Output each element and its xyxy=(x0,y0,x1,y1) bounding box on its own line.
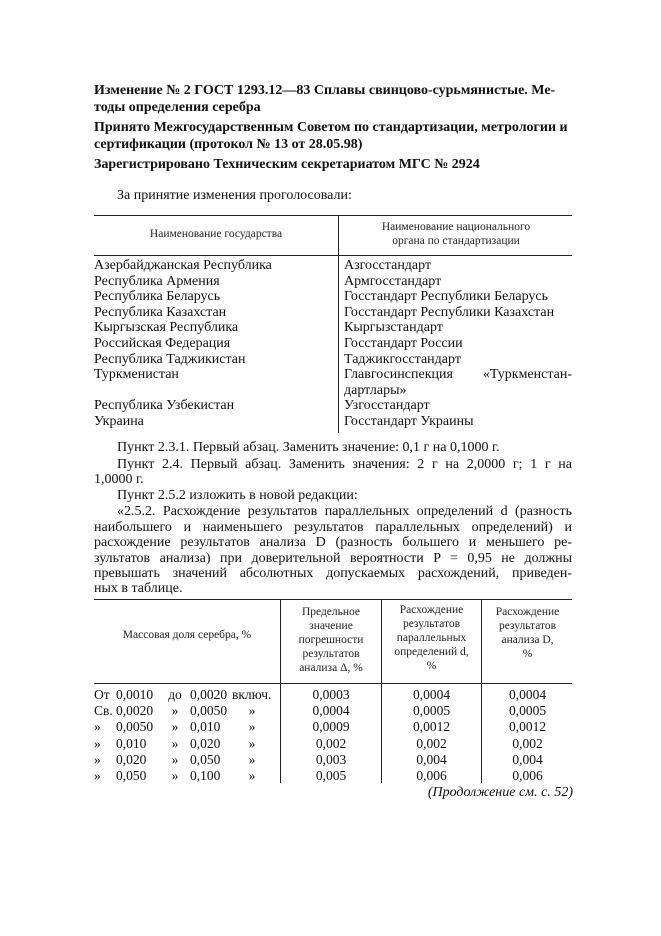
table2-cell-to: 0,020 xyxy=(190,735,221,751)
paragraph-2-5-2-intro: Пункт 2.5.2 изложить в новой редакции: xyxy=(117,488,358,503)
table2-divider-3 xyxy=(481,599,482,783)
table1-state-cell: Республика Армения xyxy=(94,273,220,289)
paragraph-2-3-1: Пункт 2.3.1. Первый абзац. Заменить значение: 0,1 г на 0,1000 г. xyxy=(117,440,500,455)
paragraph-2-5-2-line5: превышать значений абсолютных допускаемых расхождений, приведен- xyxy=(94,566,572,581)
paragraph-2-5-2-line3: расхождение результатов анализа D (разность большего и меньшего ре- xyxy=(94,535,572,550)
table2-cell-mid: » xyxy=(171,735,179,751)
header-line: результатов xyxy=(402,618,461,630)
table1-body-cell: Госстандарт Украины xyxy=(344,414,474,429)
table1-col2-header-line1: Наименование национального xyxy=(381,221,531,233)
table2-cell-d: 0,0005 xyxy=(412,703,451,719)
table1-state-cell: Азербайджанская Республика xyxy=(94,258,272,273)
table1-state-cell: Республика Беларусь xyxy=(94,289,221,305)
table2-cell-prefix: От xyxy=(94,687,110,702)
table2-cell-d: 0,0004 xyxy=(412,687,451,702)
table1-col2-header-line2: органа по стандартизации xyxy=(392,235,520,247)
table2-cell-D: 0,0005 xyxy=(508,703,547,719)
table1-body-cell: Главгосинспекция «Туркменстан- xyxy=(344,367,572,383)
paragraph-2-4-line2: 1,0000 г. xyxy=(94,472,144,487)
table2-cell-suffix: » xyxy=(248,735,256,751)
header-line: анализа D, xyxy=(501,634,554,646)
table2-cell-from: 0,020 xyxy=(116,751,147,767)
intro-text: За принятие изменения проголосовали: xyxy=(117,188,352,203)
table2-cell-d: 0,0012 xyxy=(412,719,451,735)
table2-header-rule xyxy=(94,683,572,684)
header-line: определений d, xyxy=(394,646,469,658)
table1-state-cell: Республика Таджикистан xyxy=(94,351,246,367)
table2-cell-suffix: » xyxy=(248,751,256,767)
table2-cell-suffix: » xyxy=(248,768,256,783)
table1-body-cell: Госстандарт Республики Беларусь xyxy=(344,289,549,305)
table2-cell-delta: 0,0009 xyxy=(312,719,350,735)
continuation-note: (Продолжение см. с. 52) xyxy=(427,785,573,800)
table2-cell-suffix: включ. xyxy=(232,687,272,702)
table2-cell-prefix: » xyxy=(94,751,101,767)
table2-cell-prefix: Св. xyxy=(94,703,113,719)
table2-cell-delta: 0,0003 xyxy=(312,687,350,702)
header-line: Расхождение xyxy=(495,606,560,618)
table2-cell-mid: » xyxy=(171,703,179,719)
accepted-line1: Принято Межгосударственным Советом по стандартизации, метрологии и xyxy=(94,120,568,135)
table2-top-rule xyxy=(94,599,572,600)
table2-cell-mid: » xyxy=(171,719,179,735)
table2-cell-delta: 0,0004 xyxy=(312,703,350,719)
table2-cell-D: 0,002 xyxy=(512,735,543,751)
paragraph-2-4-line1: Пункт 2.4. Первый абзац. Заменить значения: 2 г на 2,0000 г; 1 г на xyxy=(117,457,572,472)
table2-cell-to: 0,100 xyxy=(190,768,221,783)
table2-cell-d: 0,002 xyxy=(416,735,447,751)
paragraph-2-5-2-line1: «2.5.2. Расхождение результатов параллельных определений d (разность xyxy=(117,504,572,519)
table1-state-cell: Российская Федерация xyxy=(94,336,231,351)
table1-state-cell: Республика Казахстан xyxy=(94,304,227,320)
table2-cell-to: 0,050 xyxy=(190,751,221,767)
table2-col4-header xyxy=(483,605,572,661)
header-line: % xyxy=(426,660,437,672)
table2-cell-prefix: » xyxy=(94,735,101,751)
table2-cell-delta: 0,005 xyxy=(315,768,347,783)
table2-col3-header xyxy=(383,603,480,673)
table2-cell-suffix: » xyxy=(248,719,256,735)
table2-cell-suffix: » xyxy=(248,703,256,719)
table1-body-cell: Госстандарт Республики Казахстан xyxy=(344,304,555,320)
table1-state-cell: Украина xyxy=(94,414,144,429)
table2-cell-D: 0,006 xyxy=(512,768,543,783)
header-line: погрешности xyxy=(298,634,364,646)
table1-column-divider xyxy=(338,215,339,433)
registered-line: Зарегистрировано Техническим секретариатом МГС № 2924 xyxy=(94,157,480,172)
paragraph-2-5-2-line2: наибольшего и наименьшего результатов параллельных определений) и xyxy=(94,520,572,535)
table2-divider-1 xyxy=(280,599,281,783)
table2-cell-mid: » xyxy=(171,751,179,767)
table1-body-cell: Азгосстандарт xyxy=(344,258,432,273)
table2-col2-header xyxy=(282,605,380,675)
amendment-title-line1: Изменение № 2 ГОСТ 1293.12—83 Сплавы свинцово-сурьмянистые. Ме- xyxy=(94,83,556,98)
table1-state-cell: Республика Узбекистан xyxy=(94,398,235,414)
table2-cell-D: 0,0012 xyxy=(508,719,547,735)
amendment-title-line2: тоды определения серебра xyxy=(94,100,261,115)
table2-cell-from: 0,0050 xyxy=(116,719,154,735)
header-line: параллельных xyxy=(396,632,467,644)
table1-body-cell: Армгосстандарт xyxy=(344,273,442,289)
table1-body-cell: дартлары» xyxy=(344,382,407,398)
header-line: анализа Δ, % xyxy=(299,662,363,674)
table1-body-cell: Узгосстандарт xyxy=(344,398,430,414)
table2-cell-prefix: » xyxy=(94,719,101,735)
table2-cell-delta: 0,002 xyxy=(315,735,347,751)
table2-cell-prefix: » xyxy=(94,768,101,783)
table1-col1-header: Наименование государства xyxy=(149,228,283,240)
header-line: результатов xyxy=(498,620,557,632)
header-line: результатов xyxy=(302,648,360,660)
table2-divider-2 xyxy=(381,599,382,783)
table2-cell-to: 0,010 xyxy=(190,719,221,735)
table1-body-cell: Кыргызстандарт xyxy=(344,320,443,336)
header-line: % xyxy=(522,648,533,660)
table2-cell-from: 0,0010 xyxy=(116,687,154,702)
table2-cell-delta: 0,003 xyxy=(315,751,347,767)
table2-cell-mid: до xyxy=(168,687,182,702)
table2-cell-D: 0,004 xyxy=(512,751,543,767)
accepted-line2: сертификации (протокол № 13 от 28.05.98) xyxy=(94,137,363,152)
table2-cell-d: 0,004 xyxy=(416,751,447,767)
table2-cell-mid: » xyxy=(171,768,179,783)
table2-cell-d: 0,006 xyxy=(416,768,447,783)
table2-cell-from: 0,050 xyxy=(116,768,147,783)
paragraph-2-5-2-line4: зультатов анализа) при доверительной вероятности P = 0,95 не должны xyxy=(94,551,572,566)
table1-body-cell: Госстандарт России xyxy=(344,336,463,351)
paragraph-2-5-2-line6: ных в таблице. xyxy=(94,581,183,596)
table1-body-cell: Таджикгосстандарт xyxy=(344,351,461,367)
table2-cell-D: 0,0004 xyxy=(508,687,547,702)
table1-top-rule xyxy=(94,215,572,216)
table1-state-cell: Кыргызская Республика xyxy=(94,320,239,336)
table2-cell-from: 0,0020 xyxy=(116,703,154,719)
table2-cell-from: 0,010 xyxy=(116,735,147,751)
table2-col1-header: Массовая доля серебра, % xyxy=(122,629,252,641)
table1-header-rule xyxy=(94,255,572,256)
header-line: Расхождение xyxy=(399,604,464,616)
table2-cell-to: 0,0020 xyxy=(190,687,228,702)
table1-state-cell: Туркменистан xyxy=(94,367,179,383)
table2-cell-to: 0,0050 xyxy=(190,703,228,719)
header-line: значение xyxy=(309,620,353,632)
header-line: Предельное xyxy=(301,606,361,618)
